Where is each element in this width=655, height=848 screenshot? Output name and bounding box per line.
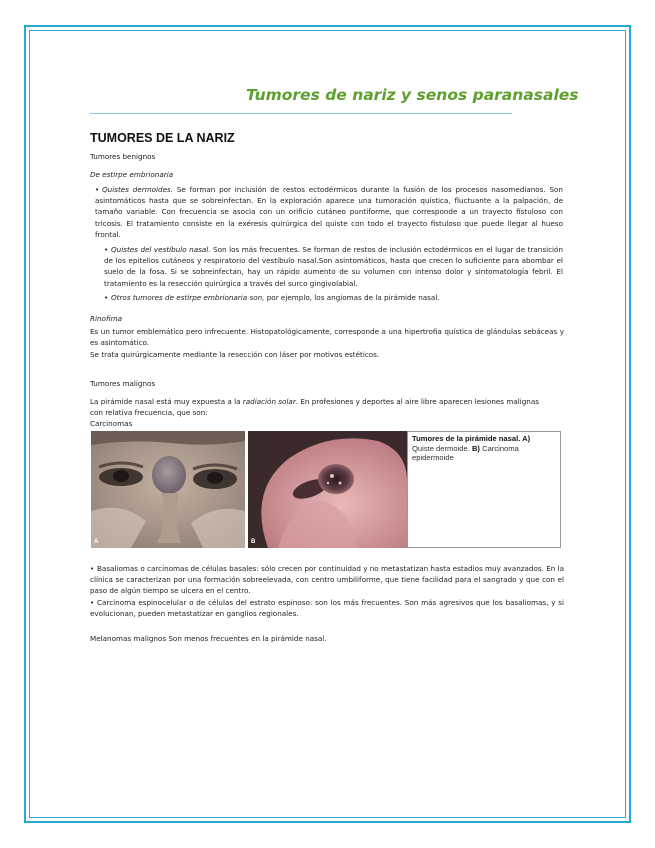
vestibule-text: Son los más frecuentes. Se forman de restos de inclusión ectodérmicos en el lugar de transición de los epitelios cutáneos y respiratorio del vestíbulo nasal.Son asintomáticos, hasta que crecen lo suficiente para abombar el suelo de la fosa. Si se sobreinfectan, hay un rápido aumento de su volumen con intenso dolor y sintomatología febril. El tratamiento es la resección quirúrgica a través del surco gingivolabial.: [104, 245, 563, 288]
caption-a-text: Quiste dermoide.: [412, 443, 470, 453]
vestibule-cyst-paragraph: • Quistes del vestíbulo nasal. Son los más frecuentes. Se forman de restos de inclusión ectodérmicos en el lugar de transición de los epitelios cutáneos y respiratorio del vestíbulo nasal.Son asintomáticos, hasta que crecen lo suficiente para abombar el suelo de la fosa. Si se sobreinfectan, hay un rápido aumento de su volumen con intenso dolor y sintomatología febril. El tratamiento es la resección quirúrgica a través del surco gingivolabial.: [104, 245, 563, 288]
malignant-intro: [90, 396, 546, 418]
other-tumors-paragraph: • Otros tumores de estirpe embrionaria son, por ejemplo, los angiomas de la pirámide nasal.: [104, 293, 440, 302]
malignant-intro-b: . En profesiones y deportes al aire libre aparecen lesiones malignas con relativa frecuencia, que son:: [90, 397, 539, 418]
malignant-intro-a: La pirámide nasal está muy expuesta a la: [90, 397, 241, 406]
caption-b-text: Carcinoma epidermoide: [412, 443, 519, 462]
photo-epidermoid-carcinoma: [248, 431, 407, 548]
solar-radiation-term: radiación solar: [242, 397, 296, 406]
malignant-heading: Tumores malignos: [90, 379, 156, 388]
figure-caption: [407, 431, 561, 548]
basaliomas-text: Basaliomas o carcinomas de células basales: sólo crecen por continuidad y no metastatizan hasta estadios muy avanzados. En la clínica se caracterizan por una formación sobreelevada, con centro umbiliforme, que tiene facilidad para el sangrado y que con el paso de algún tiempo se ulcera en el centro.: [90, 564, 564, 596]
benign-heading: Tumores benignos: [90, 152, 156, 161]
rhinophyma-text-2: Se trata quirúrgicamente mediante la resección con láser por motivos estéticos.: [90, 350, 380, 359]
photo-dermoid-cyst: [91, 431, 245, 548]
rhinophyma-heading: Rinofima: [90, 314, 122, 323]
dermoid-cyst-illustration: [91, 431, 245, 548]
document-header-title: Tumores de nariz y senos paranasales: [246, 86, 579, 104]
rhinophyma-text-1: Es un tumor emblemático pero infrecuente. Histopatológicamente, corresponde a una hipertrofia quística de glándulas sebáceas y es asintomático.: [90, 327, 564, 348]
other-tumors-text: por ejemplo, los angiomas de la pirámide nasal.: [266, 293, 440, 302]
caption-b-label: B): [471, 443, 480, 453]
embryonic-subheading: De estirpe embrionaria: [90, 170, 174, 179]
other-tumors-term: Otros tumores de estirpe embrionaria son,: [111, 293, 265, 302]
dermoid-cyst-paragraph: • Quistes dermoides. Se forman por inclusión de restos ectodérmicos durante la fusión de los procesos nasomedianos. Son asintomáticos hasta que se sobreinfectan. En la exploración aparece una tumoración quística, fluctuante a la palpación, de tamaño variable. Con frecuencia se asocia con un orificio cutáneo puntiforme, que corresponde a un trayecto fistuloso con tricosis. El tratamiento consiste en la exéresis quirúrgica del quiste con todo el trayecto fistuloso que puede llegar al hueso frontal.: [95, 185, 563, 239]
dermoid-term: Quistes dermoides.: [102, 185, 174, 194]
panel-label-b: B: [251, 539, 256, 545]
spinocellular-text: Carcinoma espinocelular o de células del estrato espinoso: son los más frecuentes. Son más agresivos que los basaliomas, y si evolucionan, pueden metastatizar en ganglios regionales.: [90, 598, 564, 619]
basaliomas-paragraph: • Basaliomas o carcinomas de células basales: sólo crecen por continuidad y no metastatizan hasta estadios muy avanzados. En la clínica se caracterizan por una formación sobreelevada, con centro umbiliforme, que tiene facilidad para el sangrado y que con el paso de algún tiempo se ulcera en el centro.: [90, 564, 564, 596]
dermoid-text: Se forman por inclusión de restos ectodérmicos durante la fusión de los procesos nasomedianos. Son asintomáticos hasta que se sobreinfectan. En la exploración aparece una tumoración quística, fluctuante a la palpación, de tamaño variable. Con frecuencia se asocia con un orificio cutáneo puntiforme, que corresponde a un trayecto fistuloso con tricosis. El tratamiento consiste en la exéresis quirúrgica del quiste con todo el trayecto fistuloso que puede llegar al hueso frontal.: [95, 185, 563, 239]
header-divider: [90, 113, 512, 114]
carcinomas-label: Carcinomas: [90, 419, 133, 428]
section-title: TUMORES DE LA NARIZ: [90, 131, 235, 145]
vestibule-term: Quistes del vestíbulo nasal.: [111, 245, 211, 254]
spinocellular-paragraph: • Carcinoma espinocelular o de células del estrato espinoso: son los más frecuentes. Son más agresivos que los basaliomas, y si evolucionan, pueden metastatizar en ganglios regionales.: [90, 598, 564, 619]
caption-title: Tumores de la pirámide nasal. A): [412, 434, 531, 443]
melanomas-text: Melanomas malignos Son menos frecuentes en la pirámide nasal.: [90, 634, 327, 643]
carcinoma-illustration: [248, 431, 407, 548]
panel-label-a: A: [94, 539, 99, 545]
